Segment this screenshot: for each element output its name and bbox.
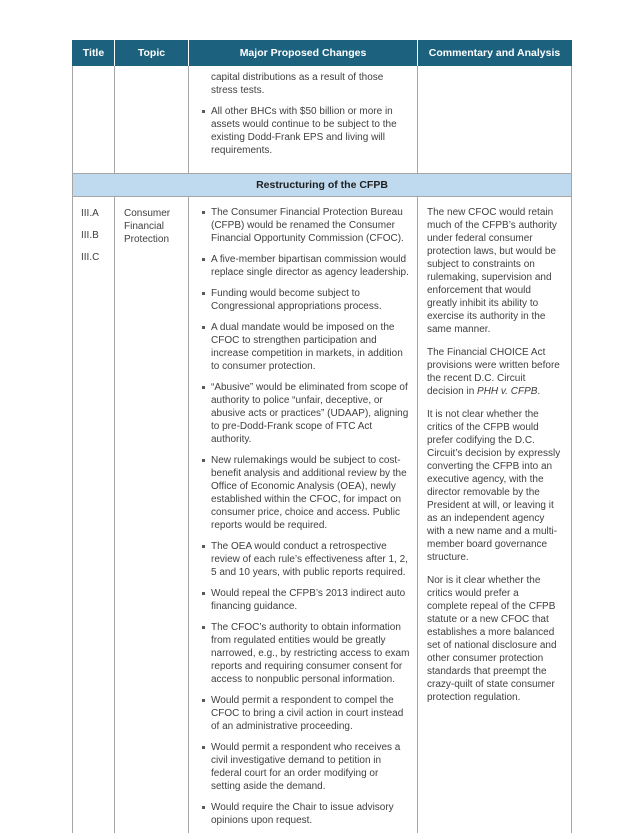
change-bullet: A five-member bipartisan commission would replace single director as agency leadership. [201, 253, 410, 279]
change-bullet: The Consumer Financial Protection Bureau (CFPB) would be renamed the Consumer Financial Opportunity Commission (CFOC). [201, 206, 410, 245]
table-row-continuation [73, 66, 571, 173]
change-bullet: Would repeal the CFPB’s 2013 indirect auto financing guidance. [201, 587, 410, 613]
case-citation: PHH v. CFPB [477, 386, 538, 397]
title-ref: III.A [81, 208, 99, 219]
header-cell-major-proposed-changes: Major Proposed Changes [188, 40, 417, 66]
commentary-cell [417, 197, 571, 833]
title-cell [73, 197, 114, 833]
change-bullet: Would permit a respondent to compel the CFOC to bring a civil action in court instead of an administrative proceeding. [201, 694, 410, 733]
change-bullet: A dual mandate would be imposed on the CFOC to strengthen participation and increase competition in markets, in addition to consumer protection. [201, 321, 410, 373]
change-bullet: Would permit a respondent who receives a civil investigative demand to petition in federal court for an order modifying or setting aside the demand. [201, 741, 410, 793]
header-cell-topic: Topic [114, 40, 188, 66]
commentary-paragraph: Nor is it clear whether the critics would prefer a complete repeal of the CFPB statute or a new CFOC that establishes a more balanced set of national disclosure and other consumer protection standards that preempt the crazy-quilt of state consumer protection regulation. [427, 575, 557, 703]
change-bullet: The OEA would conduct a retrospective review of each rule’s effectiveness after 1, 2, 5 and 10 years, with public reports required. [201, 540, 410, 579]
topic-text: Consumer Financial Protection [124, 208, 171, 245]
header-cell-title: Title [82, 47, 105, 59]
changes-cell-continuation [188, 66, 417, 173]
commentary-paragraph [427, 346, 562, 398]
commentary-text: The Financial CHOICE Act provisions were written before the recent D.C. Circuit decision in [427, 347, 560, 397]
topic-cell [114, 197, 188, 833]
change-bullet: The CFOC’s authority to obtain information from regulated entities would be greatly narrowed, e.g., by restricting access to exam reports and requiring consumer consent for access to nonpublic personal information. [201, 621, 410, 686]
topic-cell-empty [114, 66, 188, 173]
change-bullet: Funding would become subject to Congressional appropriations process. [201, 287, 410, 313]
change-bullet: New rulemakings would be subject to cost-benefit analysis and additional review by the Office of Economic Analysis (OEA), newly established within the CFOC, for impact on consumer price, choice and access. Public reports would be required. [201, 454, 410, 532]
header-cell-commentary-and-analysis: Commentary and Analysis [417, 40, 571, 66]
commentary-text: . [537, 386, 541, 397]
commentary-paragraph: The new CFOC would retain much of the CFPB’s authority under federal consumer protection laws, but would be subject to constraints on rulemaking, supervision and enforcement that would greatly inhibit its ability to exercise its authority in the same manner. [427, 207, 557, 335]
change-bullet: “Abusive” would be eliminated from scope of authority to police “unfair, deceptive, or abusive acts or practices” (UDAAP), aligning to pre-Dodd-Frank scope of FTC Act authority. [201, 381, 410, 446]
change-bullet: Would require the Chair to issue advisory opinions upon request. [201, 801, 410, 827]
commentary-cell-empty [417, 66, 571, 173]
title-ref: III.B [81, 230, 99, 241]
title-ref: III.C [81, 252, 100, 263]
proposal-table [72, 40, 572, 833]
changes-bullet-list [201, 105, 410, 157]
title-cell-empty [73, 66, 114, 173]
section-header-band: Restructuring of the CFPB [73, 173, 571, 197]
changes-bullet-list [201, 206, 410, 827]
table-header-row [72, 40, 572, 66]
table-body [72, 66, 572, 833]
changes-cell [188, 197, 417, 833]
table-row-main [73, 197, 571, 833]
continuation-text: capital distributions as a result of those stress tests. [211, 72, 384, 96]
change-bullet: All other BHCs with $50 billion or more in assets would continue to be subject to the existing Dodd-Frank EPS and living will requirements. [201, 105, 410, 157]
commentary-paragraph: It is not clear whether the critics of the CFPB would prefer codifying the D.C. Circuit’s decision by expressly converting the CFPB into an executive agency, with the director removable by the President at will, or leaving it as an independent agency with a new name and a multi-member board governance structure. [427, 409, 561, 563]
